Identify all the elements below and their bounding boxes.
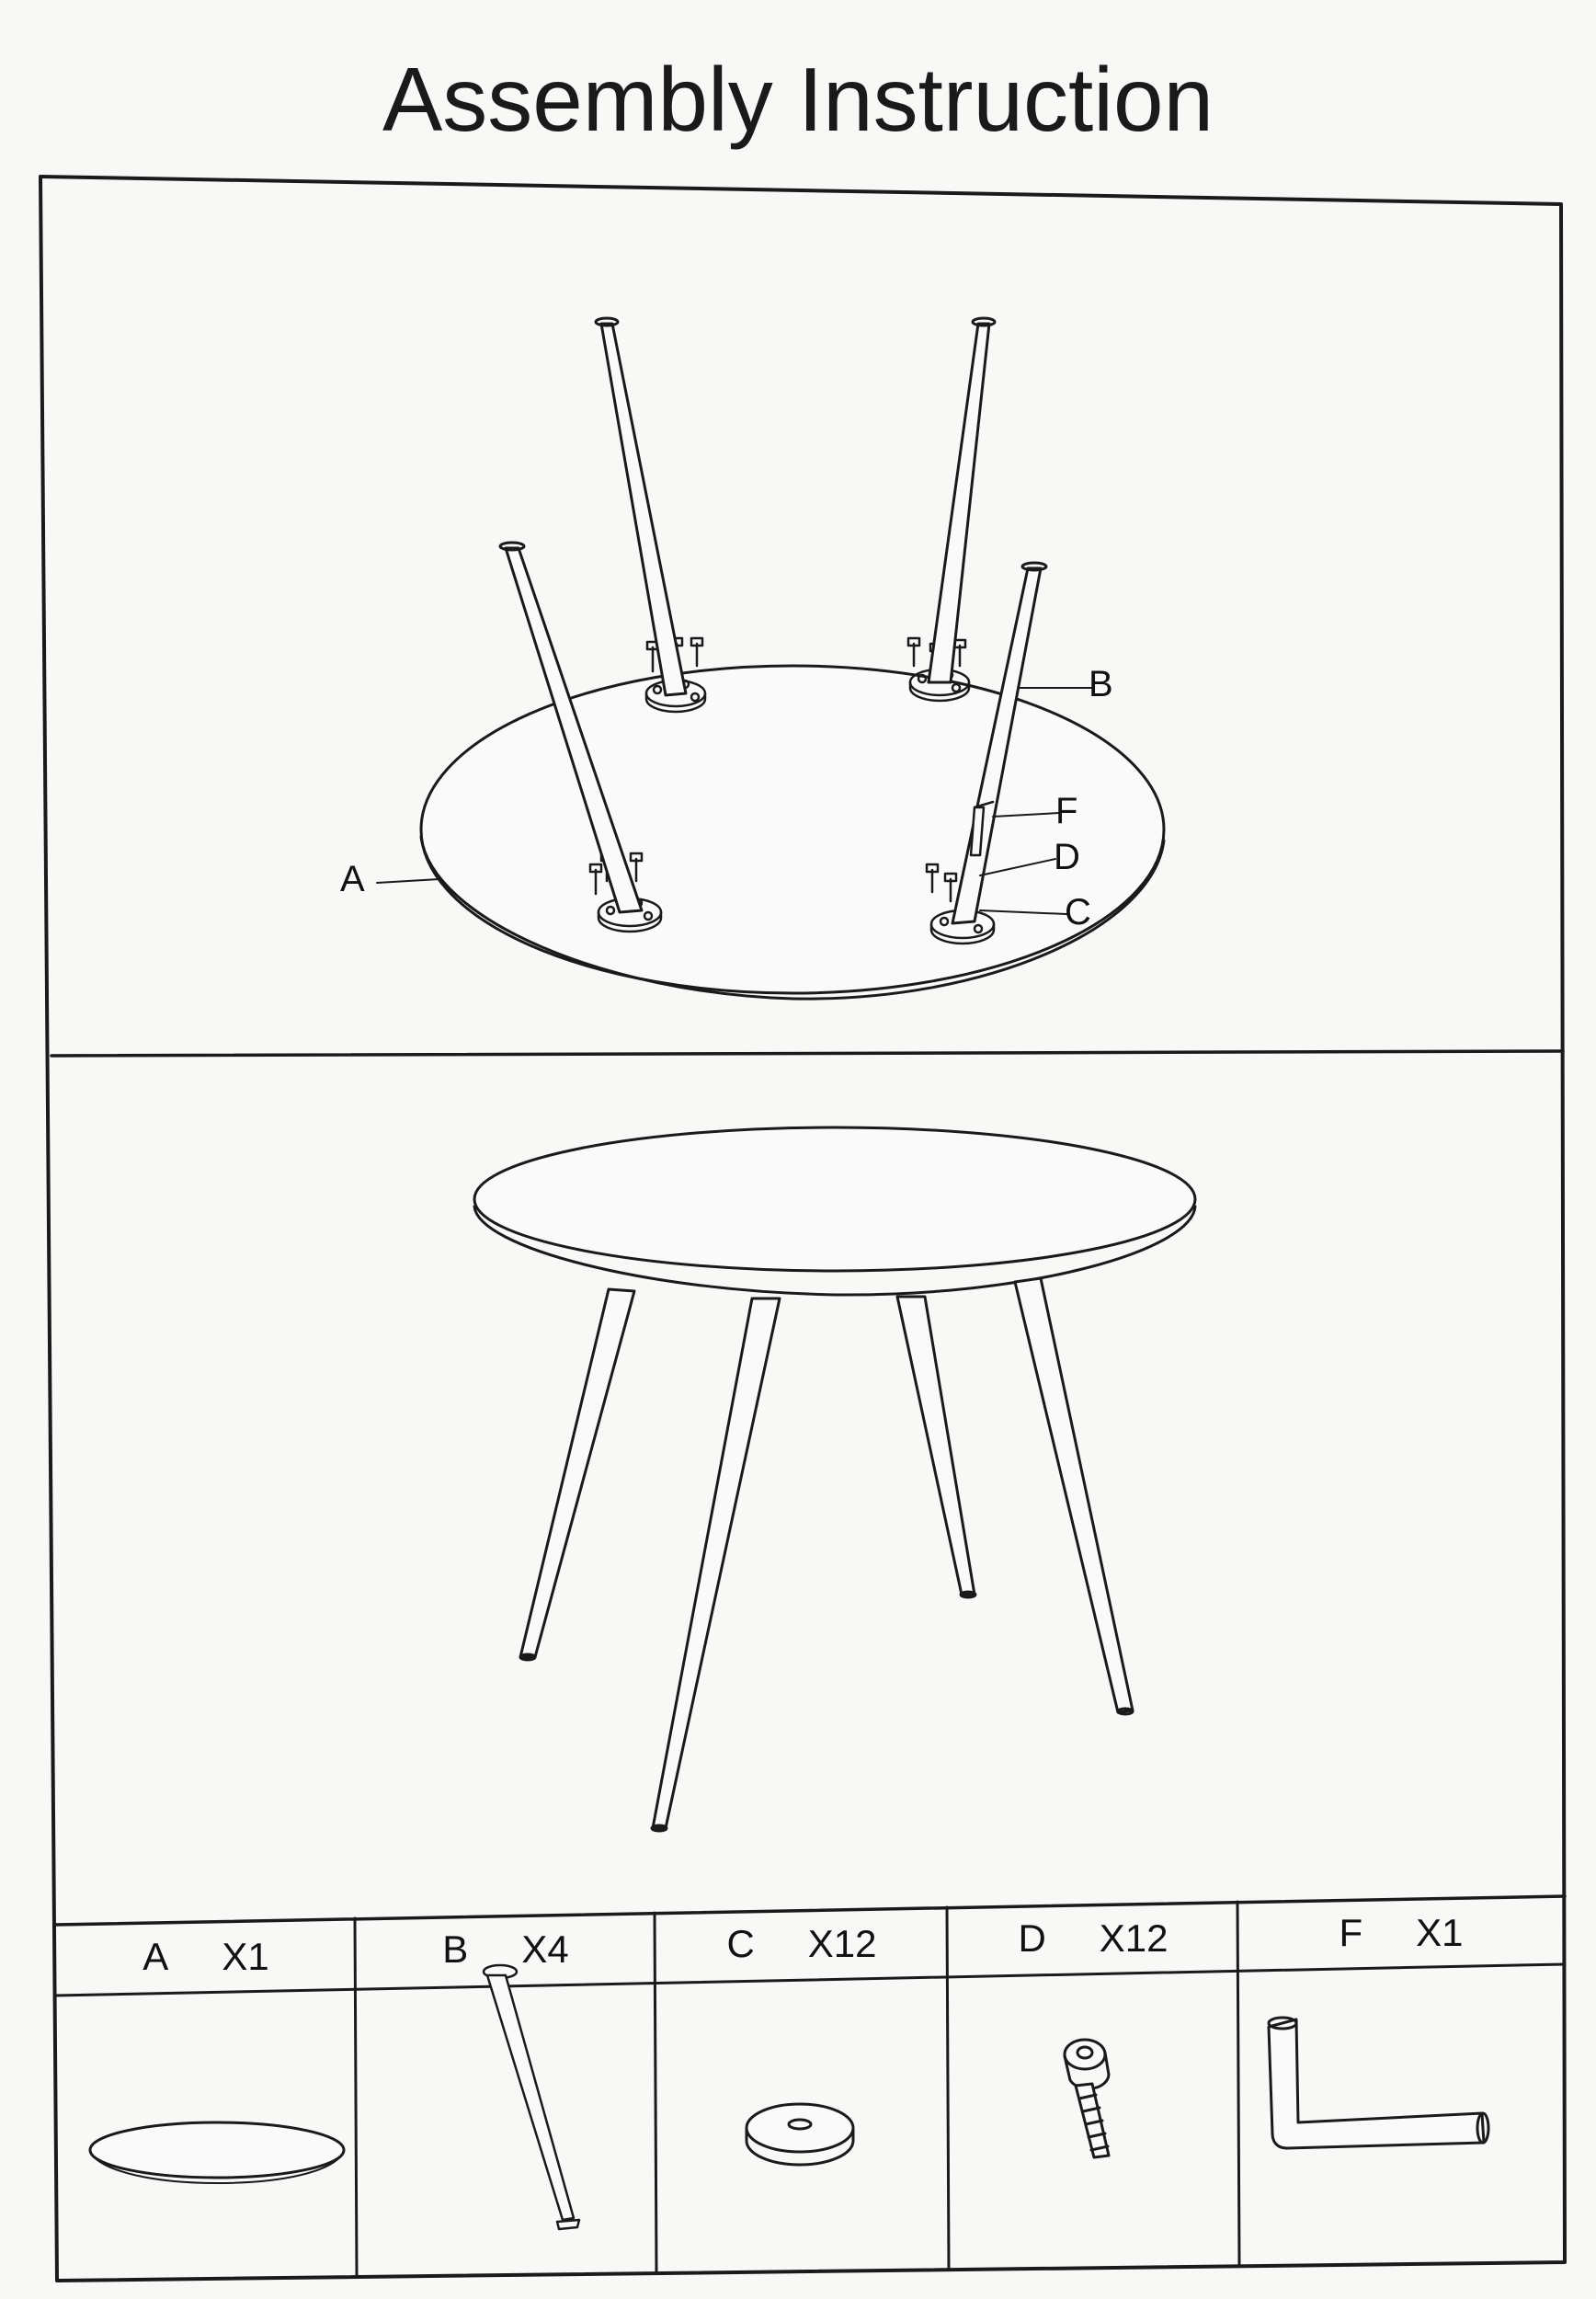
part-header-c bbox=[658, 1907, 945, 1981]
washer-icon bbox=[747, 2104, 853, 2165]
part-quantity: X4 bbox=[521, 1927, 569, 1971]
part-quantity: X1 bbox=[222, 1935, 269, 1978]
callout-a: A bbox=[340, 859, 365, 899]
page-title: Assembly Instruction bbox=[382, 49, 1214, 150]
part-header-d bbox=[951, 1902, 1236, 1975]
part-header-b bbox=[359, 1913, 653, 1986]
callout-c: C bbox=[1065, 892, 1091, 932]
step2-illustration bbox=[474, 1127, 1195, 1831]
part-letter: C bbox=[726, 1922, 755, 1965]
callout-d: D bbox=[1054, 837, 1080, 877]
part-header-a bbox=[59, 1920, 353, 1994]
step1-illustration bbox=[377, 318, 1164, 999]
table-top-icon bbox=[90, 2122, 344, 2183]
part-letter: B bbox=[442, 1927, 469, 1971]
callout-f: F bbox=[1055, 791, 1078, 831]
part-letter: A bbox=[142, 1935, 169, 1978]
part-letter: F bbox=[1339, 1911, 1363, 1954]
part-quantity: X1 bbox=[1416, 1911, 1464, 1954]
tapered-leg-icon bbox=[484, 1965, 579, 2229]
callout-b: B bbox=[1089, 664, 1113, 704]
part-quantity: X12 bbox=[1099, 1916, 1168, 1960]
assembled-tabletop bbox=[474, 1127, 1195, 1295]
part-letter: D bbox=[1018, 1916, 1046, 1960]
hex-bolt-icon bbox=[1065, 2040, 1109, 2157]
allen-key-icon bbox=[1269, 2018, 1488, 2148]
part-quantity: X12 bbox=[807, 1922, 877, 1965]
part-header-f bbox=[1241, 1896, 1561, 1970]
assembled-legs bbox=[520, 1278, 1133, 1831]
tabletop-underside bbox=[421, 666, 1164, 999]
